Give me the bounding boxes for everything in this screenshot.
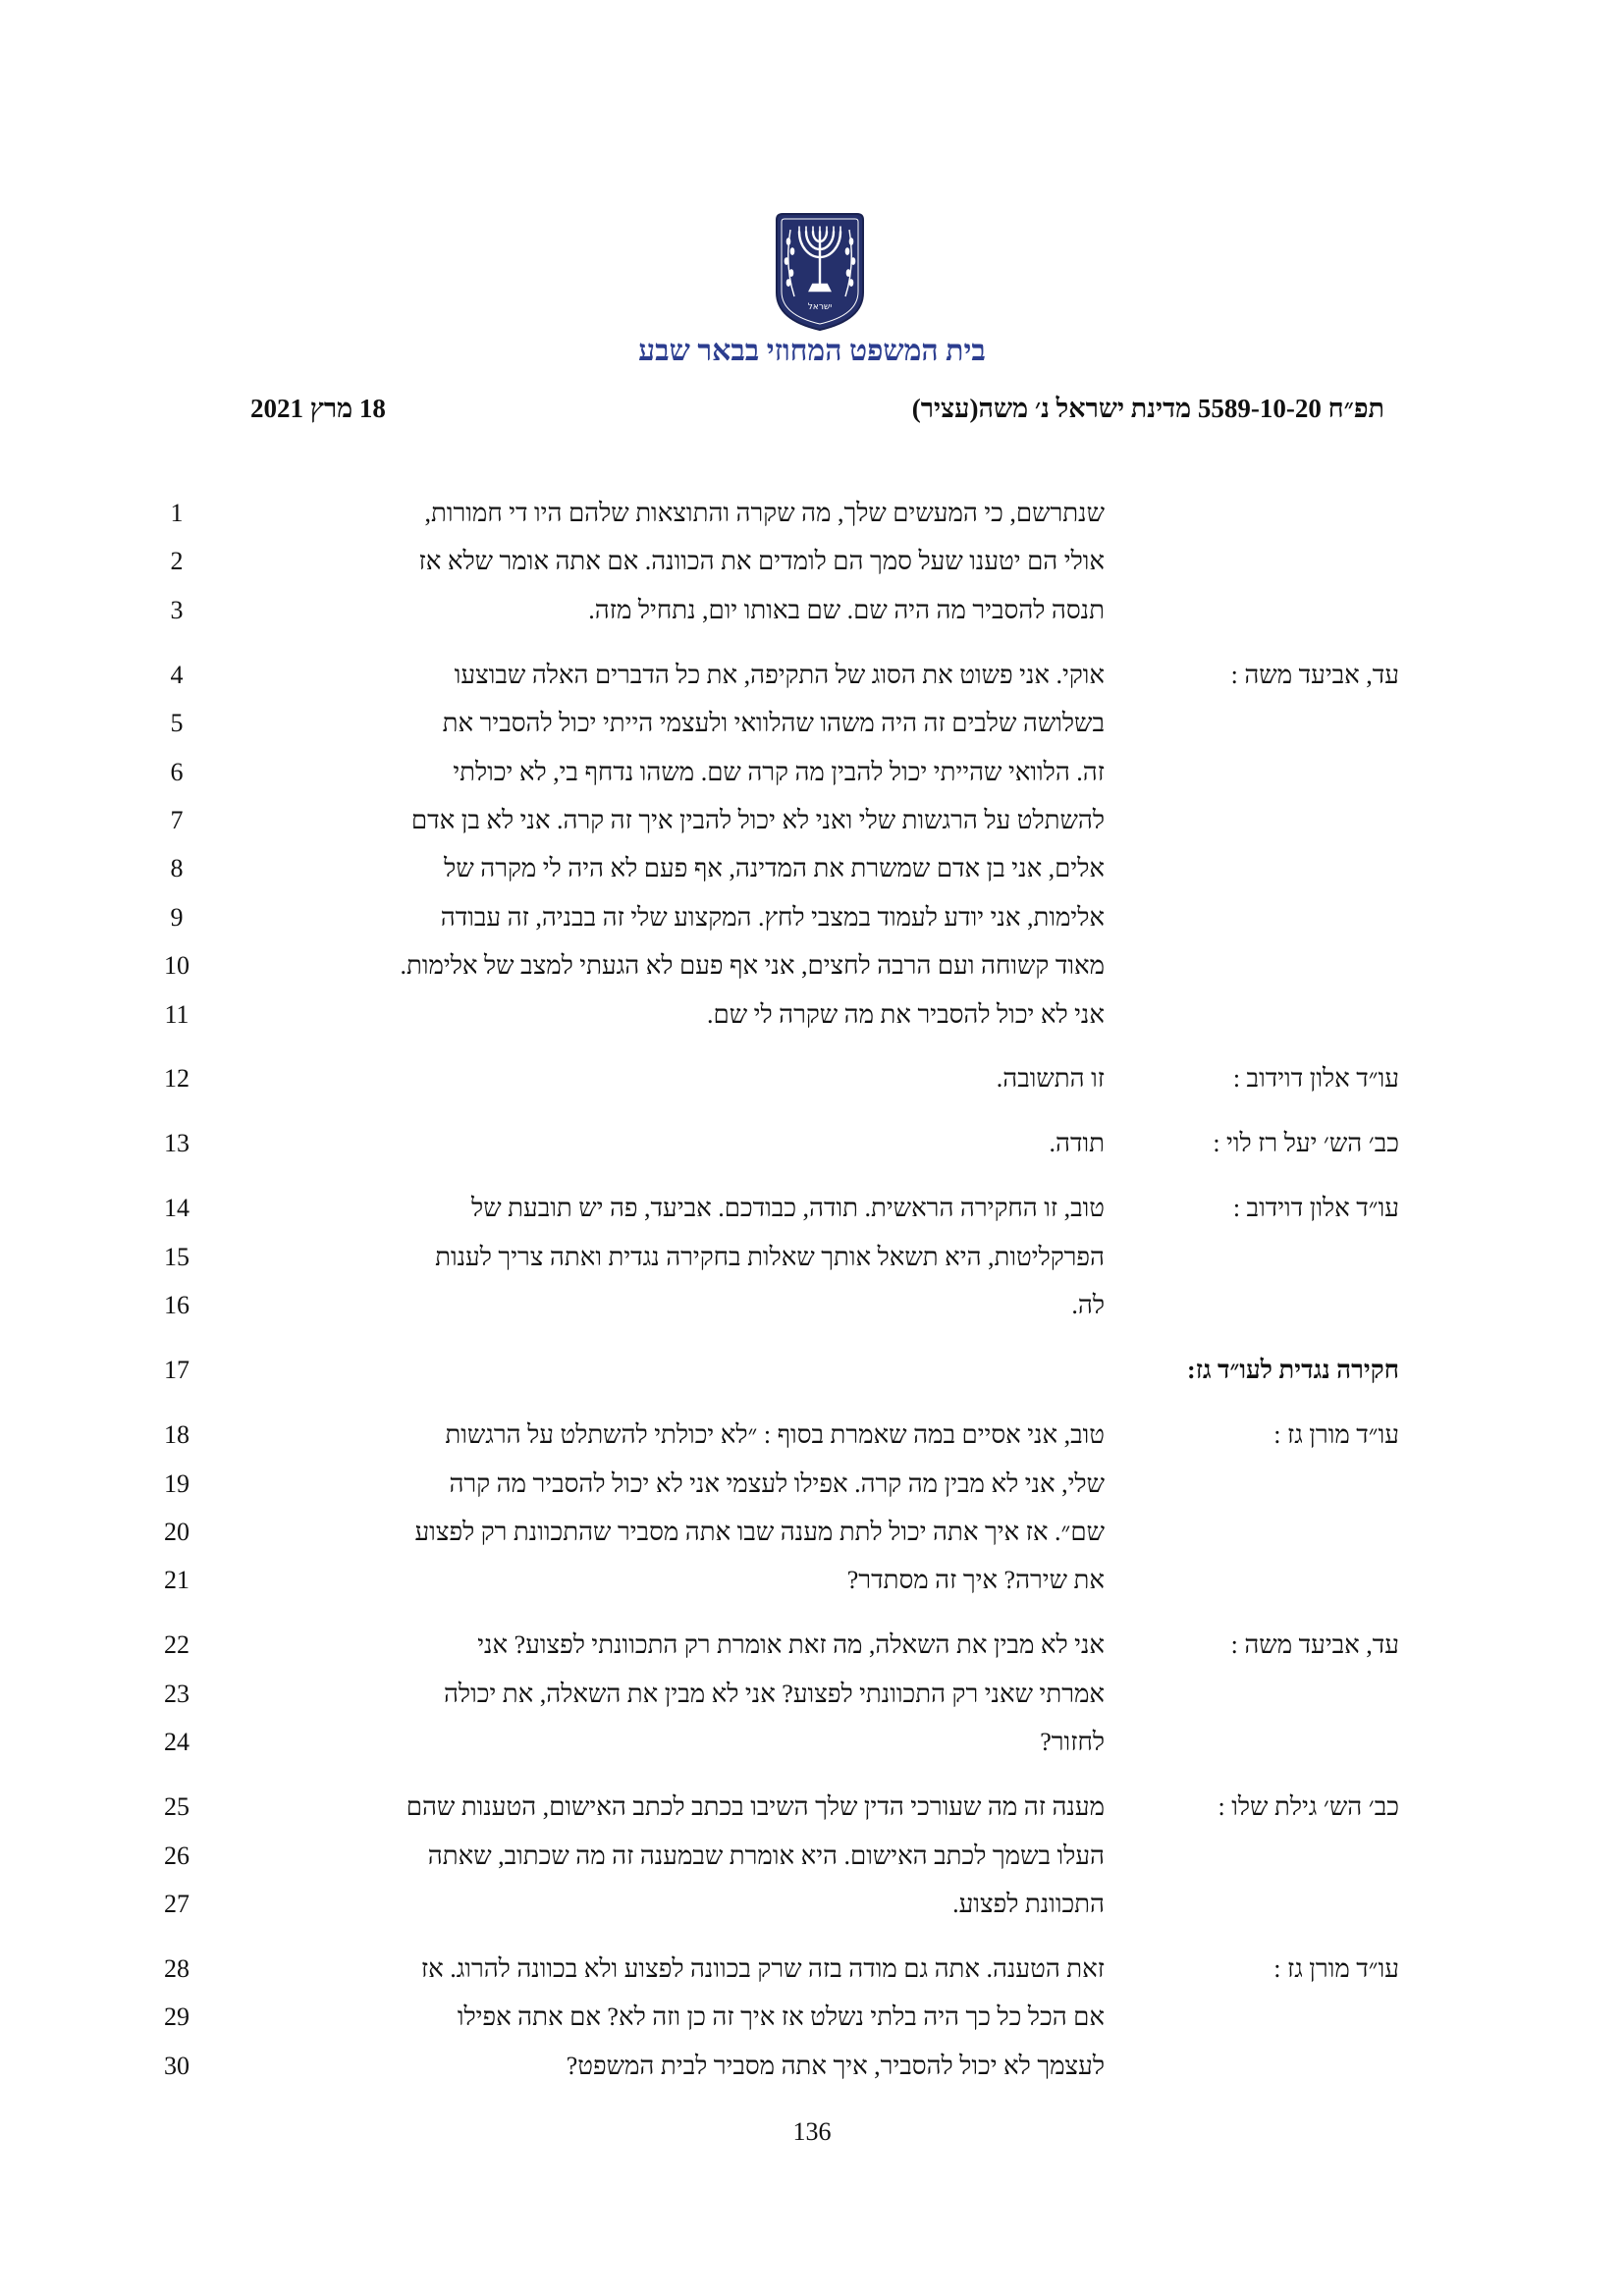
section-heading: חקירה נגדית לעו״ד גז: bbox=[1187, 1356, 1399, 1385]
transcript-line bbox=[0, 1556, 1624, 1604]
line-number: 5 bbox=[170, 709, 184, 738]
transcript-line bbox=[0, 651, 1624, 699]
line-number: 25 bbox=[164, 1792, 189, 1822]
speaker-label: עו״ד אלון דוידוב : bbox=[1232, 1064, 1399, 1094]
transcript-line-text: זו התשובה. bbox=[996, 1064, 1105, 1094]
line-number: 10 bbox=[164, 951, 189, 981]
line-number: 20 bbox=[164, 1517, 189, 1546]
transcript-line-text: הפרקליטות, היא תשאל אותך שאלות בחקירה נגדית ואתה צריך לענות bbox=[435, 1242, 1105, 1271]
line-number: 14 bbox=[164, 1194, 189, 1223]
page-number: 136 bbox=[792, 2117, 832, 2146]
line-number: 17 bbox=[164, 1356, 189, 1385]
emblem-caption: ישראל bbox=[807, 302, 833, 312]
transcript-line-text: בשלושה שלבים זה היה משהו שהלוואי ולעצמי הייתי יכול להסביר את bbox=[442, 709, 1105, 738]
line-number: 18 bbox=[164, 1420, 189, 1450]
transcript-line-text: אם הכל כל כך היה בלתי נשלט אז איך זה כן וזה לא? אם אתה אפילו bbox=[457, 2002, 1105, 2032]
transcript-line bbox=[0, 1718, 1624, 1766]
line-number: 28 bbox=[164, 1953, 189, 1983]
transcript-line-text: שנתרשם, כי המעשים שלך, מה שקרה והתוצאות שלהם היו די חמורות, bbox=[424, 499, 1105, 527]
transcript-line-text: לעצמך לא יכול להסביר, איך אתה מסביר לבית המשפט? bbox=[566, 2051, 1105, 2080]
transcript-line bbox=[0, 1281, 1624, 1329]
line-number: 2 bbox=[170, 547, 184, 576]
transcript-line bbox=[0, 1993, 1624, 2041]
transcript-block bbox=[0, 1184, 1624, 1329]
line-number: 3 bbox=[170, 595, 184, 624]
transcript-line-text: מאוד קשוחה ועם הרבה לחצים, אני אף פעם לא הגעתי למצב של אלימות. bbox=[400, 951, 1105, 981]
transcript-line bbox=[0, 1508, 1624, 1556]
line-number: 7 bbox=[170, 805, 184, 834]
line-number: 4 bbox=[170, 660, 184, 689]
speaker-label: עד, אביעד משה : bbox=[1230, 660, 1399, 689]
transcript-line bbox=[0, 1783, 1624, 1831]
line-number: 23 bbox=[164, 1679, 189, 1708]
transcript-line-text: לה. bbox=[1071, 1291, 1105, 1320]
transcript-line-text: תודה. bbox=[1049, 1129, 1105, 1158]
transcript-line bbox=[0, 1832, 1624, 1880]
speaker-label: עו״ד מורן גז : bbox=[1273, 1420, 1399, 1450]
hearing-date: 18 מרץ 2021 bbox=[250, 394, 386, 423]
transcript-line bbox=[0, 586, 1624, 634]
transcript-line-text: שלי, אני לא מבין מה קרה. אפילו לעצמי אני לא יכול להסביר מה קרה bbox=[449, 1468, 1105, 1498]
transcript-line bbox=[0, 1119, 1624, 1167]
transcript-line-text: אמרתי שאני רק התכוונתי לפצוע? אני לא מבין את השאלה, את יכולה bbox=[443, 1679, 1105, 1708]
transcript-line bbox=[0, 537, 1624, 585]
transcript-block bbox=[0, 1346, 1624, 1394]
line-number: 8 bbox=[170, 854, 184, 883]
line-number: 24 bbox=[164, 1728, 189, 1757]
transcript-line bbox=[0, 990, 1624, 1039]
transcript-line bbox=[0, 1460, 1624, 1508]
line-number: 21 bbox=[164, 1566, 189, 1595]
transcript-line-text: אני לא מבין את השאלה, מה זאת אומרת רק התכוונתי לפצוע? אני bbox=[477, 1630, 1105, 1660]
line-number: 13 bbox=[164, 1129, 189, 1158]
transcript-line-text: שם״. אז איך אתה יכול לתת מענה שבו אתה מסביר שהתכוונת רק לפצוע bbox=[414, 1517, 1105, 1546]
speaker-label: עו״ד אלון דוידוב : bbox=[1232, 1194, 1399, 1223]
court-name: בית המשפט המחוזי בבאר שבע bbox=[638, 335, 986, 367]
transcript bbox=[0, 489, 1624, 2090]
transcript-line bbox=[0, 844, 1624, 892]
transcript-line bbox=[0, 1945, 1624, 1993]
transcript-block bbox=[0, 1054, 1624, 1102]
transcript-line-text: לחזור? bbox=[1040, 1728, 1105, 1757]
transcript-line-text: זה. הלוואי שהייתי יכול להבין מה קרה שם. משהו נדחף בי, לא יכולתי bbox=[453, 757, 1105, 786]
speaker-label: כב׳ הש׳ גילת שלו : bbox=[1218, 1792, 1399, 1822]
transcript-line-text: אולי הם יטענו שעל סמך הם לומדים את הכוונה. אם אתה אומר שלא אז bbox=[418, 547, 1105, 576]
transcript-line-text: זאת הטענה. אתה גם מודה בזה שרק בכוונה לפצוע ולא בכוונה להרוג. אז bbox=[420, 1953, 1105, 1983]
transcript-line bbox=[0, 2042, 1624, 2090]
transcript-line-text: אוקי. אני פשוט את הסוג של התקיפה, את כל הדברים האלה שבוצעו bbox=[454, 660, 1105, 689]
transcript-line-text: את שירה? איך זה מסתדר? bbox=[846, 1566, 1105, 1595]
speaker-label: עו״ד מורן גז : bbox=[1273, 1953, 1399, 1983]
speaker-label: עד, אביעד משה : bbox=[1230, 1630, 1399, 1660]
line-number: 15 bbox=[164, 1242, 189, 1271]
transcript-line bbox=[0, 893, 1624, 941]
transcript-line-text: טוב, זו החקירה הראשית. תודה, כבודכם. אביעד, פה יש תובעת של bbox=[471, 1194, 1105, 1223]
transcript-line-text: אני לא יכול להסביר את מה שקרה לי שם. bbox=[707, 999, 1105, 1029]
line-number: 30 bbox=[164, 2051, 189, 2080]
transcript-line bbox=[0, 1411, 1624, 1459]
transcript-block bbox=[0, 651, 1624, 1039]
transcript-block bbox=[0, 489, 1624, 634]
line-number: 29 bbox=[164, 2002, 189, 2032]
line-number: 22 bbox=[164, 1630, 189, 1660]
transcript-line bbox=[0, 1184, 1624, 1232]
transcript-line bbox=[0, 1880, 1624, 1928]
transcript-line bbox=[0, 796, 1624, 844]
speaker-label: כב׳ הש׳ יעל רז לוי : bbox=[1213, 1129, 1399, 1158]
line-number: 27 bbox=[164, 1889, 189, 1918]
transcript-line-text: טוב, אני אסיים במה שאמרת בסוף : ״לא יכולתי להשתלט על הרגשות bbox=[445, 1420, 1105, 1450]
line-number: 11 bbox=[164, 999, 189, 1029]
line-number: 19 bbox=[164, 1468, 189, 1498]
transcript-line-text: מענה זה מה שעורכי הדין שלך השיבו בכתב לכתב האישום, הטענות שהם bbox=[406, 1792, 1105, 1822]
transcript-line-text: אלים, אני בן אדם שמשרת את המדינה, אף פעם לא היה לי מקרה של bbox=[444, 854, 1105, 883]
transcript-line-text: התכוונת לפצוע. bbox=[952, 1889, 1105, 1918]
transcript-line bbox=[0, 1621, 1624, 1669]
line-number: 12 bbox=[164, 1064, 189, 1094]
case-title: תפ״ח 5589-10-20 מדינת ישראל נ׳ משה(עציר) bbox=[911, 394, 1384, 423]
transcript-line-text: להשתלט על הרגשות שלי ואני לא יכול להבין איך זה קרה. אני לא בן אדם bbox=[410, 805, 1105, 834]
transcript-block bbox=[0, 1783, 1624, 1928]
line-number: 26 bbox=[164, 1841, 189, 1870]
transcript-line bbox=[0, 699, 1624, 747]
transcript-line bbox=[0, 1054, 1624, 1102]
transcript-line bbox=[0, 748, 1624, 796]
transcript-line bbox=[0, 489, 1624, 537]
transcript-line bbox=[0, 941, 1624, 989]
line-number: 6 bbox=[170, 757, 184, 786]
line-number: 16 bbox=[164, 1291, 189, 1320]
transcript-block bbox=[0, 1945, 1624, 2090]
transcript-line-text: תנסה להסביר מה היה שם. שם באותו יום, נתחיל מזה. bbox=[588, 595, 1105, 624]
transcript-block bbox=[0, 1411, 1624, 1605]
transcript-line-text: אלימות, אני יודע לעמוד במצבי לחץ. המקצוע שלי זה בבניה, זה עבודה bbox=[440, 902, 1105, 932]
transcript-line bbox=[0, 1346, 1624, 1394]
transcript-block bbox=[0, 1621, 1624, 1766]
state-emblem bbox=[771, 212, 869, 332]
transcript-line bbox=[0, 1233, 1624, 1281]
transcript-line bbox=[0, 1670, 1624, 1718]
line-number: 9 bbox=[170, 902, 184, 932]
transcript-line-text: העלו בשמך לכתב האישום. היא אומרת שבמענה זה מה שכתוב, שאתה bbox=[427, 1841, 1105, 1870]
transcript-block bbox=[0, 1119, 1624, 1167]
line-number: 1 bbox=[170, 499, 184, 527]
